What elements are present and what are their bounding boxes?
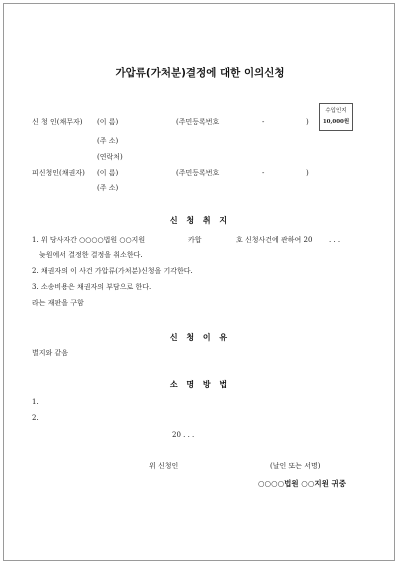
stamp-label: 수입인지	[325, 108, 347, 114]
applicant-id-close: )	[306, 118, 309, 126]
purpose-line-1a: 1. 위 당사자간 ○○○○법원 ○○지원	[32, 236, 146, 244]
applicant-id-label: (주민등록번호	[176, 118, 220, 126]
respondent-id-close: )	[306, 169, 309, 177]
applicant-label: 신 청 인(채무자)	[32, 118, 83, 126]
purpose-line-3: 3. 소송비용은 채권자의 부담으로 한다.	[32, 283, 152, 291]
applicant-id-dash: -	[262, 118, 265, 126]
applicant-name-label: (이 름)	[97, 118, 119, 126]
purpose-line-1c: 호 신청사건에 관하여 20	[236, 236, 313, 244]
signer-label: 위 신청인	[149, 462, 179, 470]
applicant-contact-label: (연락처)	[97, 153, 123, 161]
respondent-name-label: (이 름)	[97, 169, 119, 177]
document-title: 가압류(가처분)결정에 대한 이의신청	[115, 67, 285, 79]
purpose-heading: 신 청 취 지	[169, 216, 231, 225]
page-border	[3, 3, 395, 561]
evidence-item-1: 1.	[32, 398, 39, 406]
evidence-item-2: 2.	[32, 414, 39, 422]
date-line: 20 . . .	[172, 431, 195, 439]
evidence-heading: 소 명 방 법	[169, 380, 231, 389]
purpose-line-1-cont: 늦원에서 결정한 결정을 취소한다.	[39, 251, 143, 259]
respondent-address-label: (주 소)	[97, 184, 119, 192]
signer-seal: (날인 또는 서명)	[270, 462, 321, 470]
revenue-stamp-box	[319, 103, 353, 131]
purpose-line-1d: . . .	[329, 236, 341, 244]
respondent-id-label: (주민등록번호	[176, 169, 220, 177]
purpose-closing: 라는 재판을 구함	[32, 299, 84, 307]
respondent-label: 피신청인(채권자)	[32, 169, 85, 177]
applicant-address-label: (주 소)	[97, 137, 119, 145]
purpose-line-2: 2. 채권자의 이 사건 가압류(가처분)신청을 기각한다.	[32, 267, 193, 275]
purpose-line-1b: 카합	[188, 236, 202, 244]
reason-heading: 신 청 이 유	[169, 333, 231, 342]
respondent-id-dash: -	[262, 169, 265, 177]
court-addressee: ○○○○법원 ○○지원 귀중	[258, 479, 346, 488]
stamp-amount: 10,000원	[322, 119, 350, 125]
reason-text: 별지와 같음	[32, 349, 69, 357]
